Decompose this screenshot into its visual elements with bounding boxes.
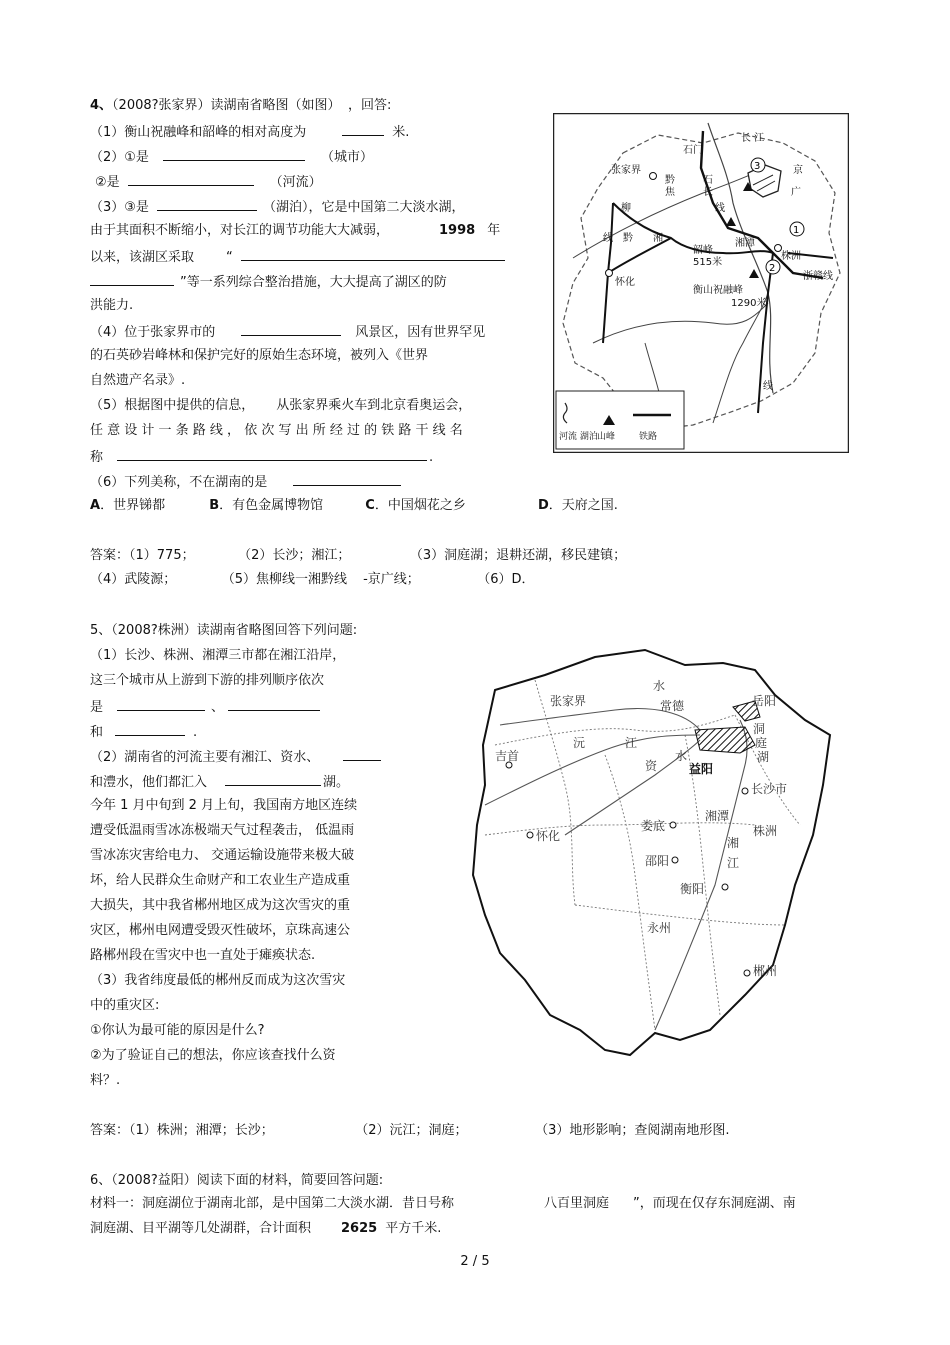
page-number: 2 / 5 xyxy=(460,1254,490,1269)
q5-line4 xyxy=(90,723,197,741)
q5-line13: 路郴州段在雪灾中也一直处于瘫痪状态. xyxy=(90,948,316,963)
q6-area-number: 2625 xyxy=(341,1221,378,1236)
q4-header-tail: ，回答: xyxy=(348,98,392,113)
q4-option-a-letter: A xyxy=(90,498,101,513)
label-shaofeng: 韶峰 xyxy=(693,245,713,256)
q4-ans4: （4）武陵源； xyxy=(90,572,177,587)
label-jing: 京 xyxy=(793,165,803,176)
q4-l14-text: 称 xyxy=(90,450,104,465)
q4-ans3: （3）洞庭湖；退耕还湖，移民建镇； xyxy=(416,548,627,563)
q4-line10: 的石英砂岩峰林和保护完好的原始生态环境，被列入《世界 xyxy=(90,348,429,363)
legend-rail-label: 铁路 xyxy=(639,432,658,442)
legend-peak-label: 山峰 xyxy=(597,432,616,442)
label-jiang: 江 xyxy=(625,736,638,750)
q5-line5 xyxy=(90,748,381,766)
q4-blank-lake[interactable] xyxy=(157,198,257,211)
town-zhangjiajie xyxy=(650,173,657,180)
q5-line15: 中的重灾区: xyxy=(90,998,160,1013)
q5-header xyxy=(90,623,357,639)
label-xian2: 线 xyxy=(603,233,613,244)
q4-l6-quote: “ xyxy=(226,250,233,265)
label-zhuzhou: 株洲 xyxy=(781,251,801,262)
q4-l1-unit: 米. xyxy=(392,125,410,140)
q4-option-d-letter: D xyxy=(538,498,549,513)
q4-l1-text: （1）衡山祝融峰和韶峰的相对高度为 xyxy=(90,125,307,140)
q4-year: 1998 xyxy=(439,223,476,238)
label-yuan: 沅 xyxy=(573,736,586,750)
label-chenzhou: 郴州 xyxy=(753,964,778,978)
q6-header-text: 6、（2008?益阳）阅读下面的材料，简要回答问题: xyxy=(90,1173,384,1188)
label-chang: 长 xyxy=(703,187,713,198)
hunan-city-map xyxy=(455,635,835,1065)
q4-line15 xyxy=(90,473,401,491)
q4-l4-tail: （湖泊），它是中国第二大淡水湖， xyxy=(262,200,465,215)
q4-l4-text: （3）③是 xyxy=(90,200,149,215)
q6-line2 xyxy=(90,1221,441,1237)
q4-line12 xyxy=(90,398,471,414)
q5-l5-text: （2）湖南省的河流主要有湘江、资水、 xyxy=(90,750,320,765)
q4-source: （2008?张家界）读湖南省略图（如图） xyxy=(112,98,335,113)
q6-header xyxy=(90,1173,383,1189)
label-changde: 常德 xyxy=(660,699,685,713)
q4-line13: 任 意 设 计 一 条 路 线 ， 依 次 写 出 所 经 过 的 铁 路 干 线 名 xyxy=(90,423,463,438)
q5-line18: 料？. xyxy=(90,1073,121,1088)
q6-line1 xyxy=(90,1196,796,1212)
q4-l12-tail: 从张家界乘火车到北京看奥运会， xyxy=(276,398,472,413)
q4-line3 xyxy=(95,173,322,191)
q5-line2: 这三个城市从上游到下游的排列顺序依次 xyxy=(90,673,325,688)
q5-line16: ①你认为最可能的原因是什么? xyxy=(90,1023,265,1038)
q4-line1 xyxy=(90,123,409,141)
label-zhegan: 浙赣线 xyxy=(803,271,833,282)
q4-blank-choice[interactable] xyxy=(293,473,401,486)
province-outline xyxy=(473,650,830,1055)
q4-answer-line2 xyxy=(90,572,535,588)
label-xiangtan: 湘潭 xyxy=(735,238,755,249)
label-shimen: 石门 xyxy=(683,145,703,156)
q5-line11: 大损失，其中我省郴州地区成为这次雪灾的重 xyxy=(90,898,351,913)
q4-answer-line1 xyxy=(90,548,626,564)
label-yongzhou: 永州 xyxy=(647,921,672,935)
city-huaihua-dot xyxy=(527,832,533,838)
city-chenzhou-dot xyxy=(744,970,750,976)
q5-ans1: 答案：（1）株洲；湘潭；长沙； xyxy=(90,1123,274,1138)
q5-line1: （1）长沙、株洲、湘潭三市都在湘江沿岸， xyxy=(90,648,346,663)
q4-option-a: ．世界锑都 xyxy=(100,498,166,513)
q5-answer xyxy=(90,1123,729,1139)
q4-blank-route[interactable] xyxy=(117,448,427,461)
label-zhangjiajie: 张家界 xyxy=(611,165,641,176)
q5-l6-tail: 湖。 xyxy=(323,775,350,790)
label-yueyang: 岳阳 xyxy=(752,694,777,708)
q4-line5 xyxy=(90,223,500,239)
q5-blank-lake[interactable] xyxy=(225,773,321,786)
q4-l2-text: （2）①是 xyxy=(90,150,149,165)
q5-line17: ②为了验证自己的想法，你应该查找什么资 xyxy=(90,1048,336,1063)
label-zhangjiajie: 张家界 xyxy=(550,694,587,708)
q4-l6-text: 以来，该湖区采取 xyxy=(90,250,195,265)
q5-line3 xyxy=(90,698,320,716)
q4-l2-note: （城市） xyxy=(320,150,373,165)
city-hengyang-dot xyxy=(722,884,728,890)
city-changsha-dot xyxy=(742,788,748,794)
label-zhuzhou: 株洲 xyxy=(753,824,778,838)
q5-ans2: （2）沅江；洞庭； xyxy=(361,1123,468,1138)
q4-l7-text: ”等一系列综合整治措施，大大提高了湖区的防 xyxy=(180,275,447,290)
q5-ans3: （3）地形影响；查阅湖南地形图. xyxy=(541,1123,730,1138)
q4-line6 xyxy=(90,248,505,266)
label-jishou: 吉首 xyxy=(495,749,520,763)
q6-l1-quote: 八百里洞庭 xyxy=(544,1196,610,1211)
q4-line4 xyxy=(90,198,464,216)
city-shaoyang-dot xyxy=(672,857,678,863)
label-changsha: 长沙市 xyxy=(751,782,788,796)
label-xiangtan: 湘潭 xyxy=(705,809,730,823)
q4-ans5: （5）焦柳线一湘黔线 xyxy=(228,572,348,587)
label-shui: 水 xyxy=(653,679,666,693)
q4-l15-text: （6）下列美称，不在湖南的是 xyxy=(90,475,268,490)
q5-l4-end: . xyxy=(193,725,198,740)
svg-text:3: 3 xyxy=(754,161,761,172)
label-guang: 广 xyxy=(791,187,801,198)
label-xian3: 线 xyxy=(763,381,773,392)
q4-l14-end: . xyxy=(429,450,434,465)
q6-l1-tail: ”，而现在仅存东洞庭湖、南 xyxy=(633,1196,796,1211)
q4-l9-tail: 风景区，因有世界罕见 xyxy=(355,325,486,340)
q4-l12-text: （5）根据图中提供的信息， xyxy=(90,398,255,413)
q4-number: 4、 xyxy=(90,98,113,113)
q4-l9-text: （4）位于张家界市的 xyxy=(90,325,216,340)
label-qian: 黔 xyxy=(665,175,675,186)
label-hengyang: 衡阳 xyxy=(680,882,705,896)
legend-river-label: 河流 湖泊 xyxy=(559,432,598,442)
label-changjiang: 长 江 xyxy=(741,133,765,144)
label-jiao: 焦 xyxy=(665,187,675,198)
city-loudi-dot xyxy=(670,822,676,828)
q4-blank-height[interactable] xyxy=(342,123,384,136)
label-hu: 湖 xyxy=(757,750,770,764)
q4-option-c: ．中国烟花之乡 xyxy=(374,498,466,513)
label-dong: 洞 xyxy=(753,722,766,736)
label-liu: 柳 xyxy=(621,203,631,214)
q5-line10: 坏，给人民群众生命财产和工农业生产造成重 xyxy=(90,873,351,888)
q6-l2-text: 洞庭湖、目平湖等几处湖群，合计面积 xyxy=(90,1221,312,1236)
label-xiang: 湘 xyxy=(727,836,740,850)
q5-header-text: 5、（2008?株洲）读湖南省略图回答下列问题: xyxy=(90,623,358,638)
label-shaofeng-height: 515米 xyxy=(693,257,723,268)
q4-line11: 自然遗产名录》. xyxy=(90,373,186,388)
q4-line9 xyxy=(90,323,485,341)
q5-l4-text: 和 xyxy=(90,725,104,740)
q4-header xyxy=(90,98,391,114)
q4-blank-scenic[interactable] xyxy=(241,323,341,336)
svg-text:2: 2 xyxy=(769,263,776,274)
q5-line7: 今年 1 月中旬到 2 月上旬，我国南方地区连续 xyxy=(90,798,358,813)
q5-blank-river[interactable] xyxy=(343,748,381,761)
q5-line12: 灾区，郴州电网遭受毁灭性破坏，京珠高速公 xyxy=(90,923,351,938)
q4-ans7: （6）D． xyxy=(483,572,535,587)
q4-l3-text: ②是 xyxy=(95,175,120,190)
label-hengshan-height: 1290米 xyxy=(731,298,767,309)
svg-text:1: 1 xyxy=(793,225,800,236)
q4-line2 xyxy=(90,148,373,166)
q4-ans1: 答案：（1）775； xyxy=(90,548,195,563)
q5-blank-1[interactable] xyxy=(117,698,205,711)
q4-line14 xyxy=(90,448,433,466)
q4-ans6: -京广线； xyxy=(363,572,420,587)
q5-line14: （3）我省纬度最低的郴州反而成为这次雪灾 xyxy=(90,973,346,988)
q4-blank-city[interactable] xyxy=(163,148,305,161)
q5-line8: 遭受低温雨雪冰冻极端天气过程袭击， 低温雨 xyxy=(90,823,355,838)
label-ting: 庭 xyxy=(755,736,768,750)
label-qian2: 黔 xyxy=(623,233,633,244)
label-xiang-jiang: 江 xyxy=(727,856,740,870)
q4-option-b: ．有色金属博物馆 xyxy=(219,498,324,513)
label-shaoyang: 邵阳 xyxy=(645,854,670,868)
q5-blank-3[interactable] xyxy=(115,723,185,736)
q4-l3-note: （河流） xyxy=(269,175,322,190)
q6-l2-tail: 平方千米. xyxy=(385,1221,442,1236)
label-shui2: 水 xyxy=(675,749,688,763)
q4-option-d: ．天府之国. xyxy=(548,498,618,513)
q4-blank-measures-1[interactable] xyxy=(241,248,505,261)
dongting-lake-hatched xyxy=(695,727,755,753)
q5-line6 xyxy=(90,773,349,791)
hunan-rail-map xyxy=(553,113,849,453)
q5-l6-text: 和澧水，他们都汇入 xyxy=(90,775,208,790)
label-zi: 资 xyxy=(645,759,658,773)
q4-l5-text: 由于其面积不断缩小，对长江的调节功能大大减弱， xyxy=(90,223,390,238)
q4-ans2: （2）长沙；湘江； xyxy=(244,548,351,563)
label-xian: 线 xyxy=(715,203,725,214)
label-huaihua: 怀化 xyxy=(536,829,561,843)
q5-blank-2[interactable] xyxy=(228,698,320,711)
q4-blank-river[interactable] xyxy=(128,173,254,186)
q4-options xyxy=(90,498,618,514)
q4-l5-tail: 年 xyxy=(487,223,501,238)
q4-option-c-letter: C xyxy=(365,498,375,513)
town-huaihua xyxy=(606,270,613,277)
label-shi: 石 xyxy=(703,175,713,186)
label-hengshan: 衡山祝融峰 xyxy=(693,285,743,296)
label-loudi: 娄底 xyxy=(641,819,666,833)
q4-option-b-letter: B xyxy=(209,498,220,513)
q6-l1-text: 材料一：洞庭湖位于湖南北部，是中国第二大淡水湖．昔日号称 xyxy=(90,1196,455,1211)
label-xiang: 湘 xyxy=(653,233,663,244)
q5-l3-text: 是 xyxy=(90,700,104,715)
q4-line8: 洪能力. xyxy=(90,298,134,313)
q5-l3-sep: 、 xyxy=(211,700,225,715)
label-yiyang: 益阳 xyxy=(689,762,714,776)
q4-blank-measures-2[interactable] xyxy=(90,273,174,286)
q5-line9: 雪冰冻灾害给电力、 交通运输设施带来极大破 xyxy=(90,848,355,863)
q4-line7 xyxy=(90,273,447,291)
label-huaihua: 怀化 xyxy=(615,277,635,288)
